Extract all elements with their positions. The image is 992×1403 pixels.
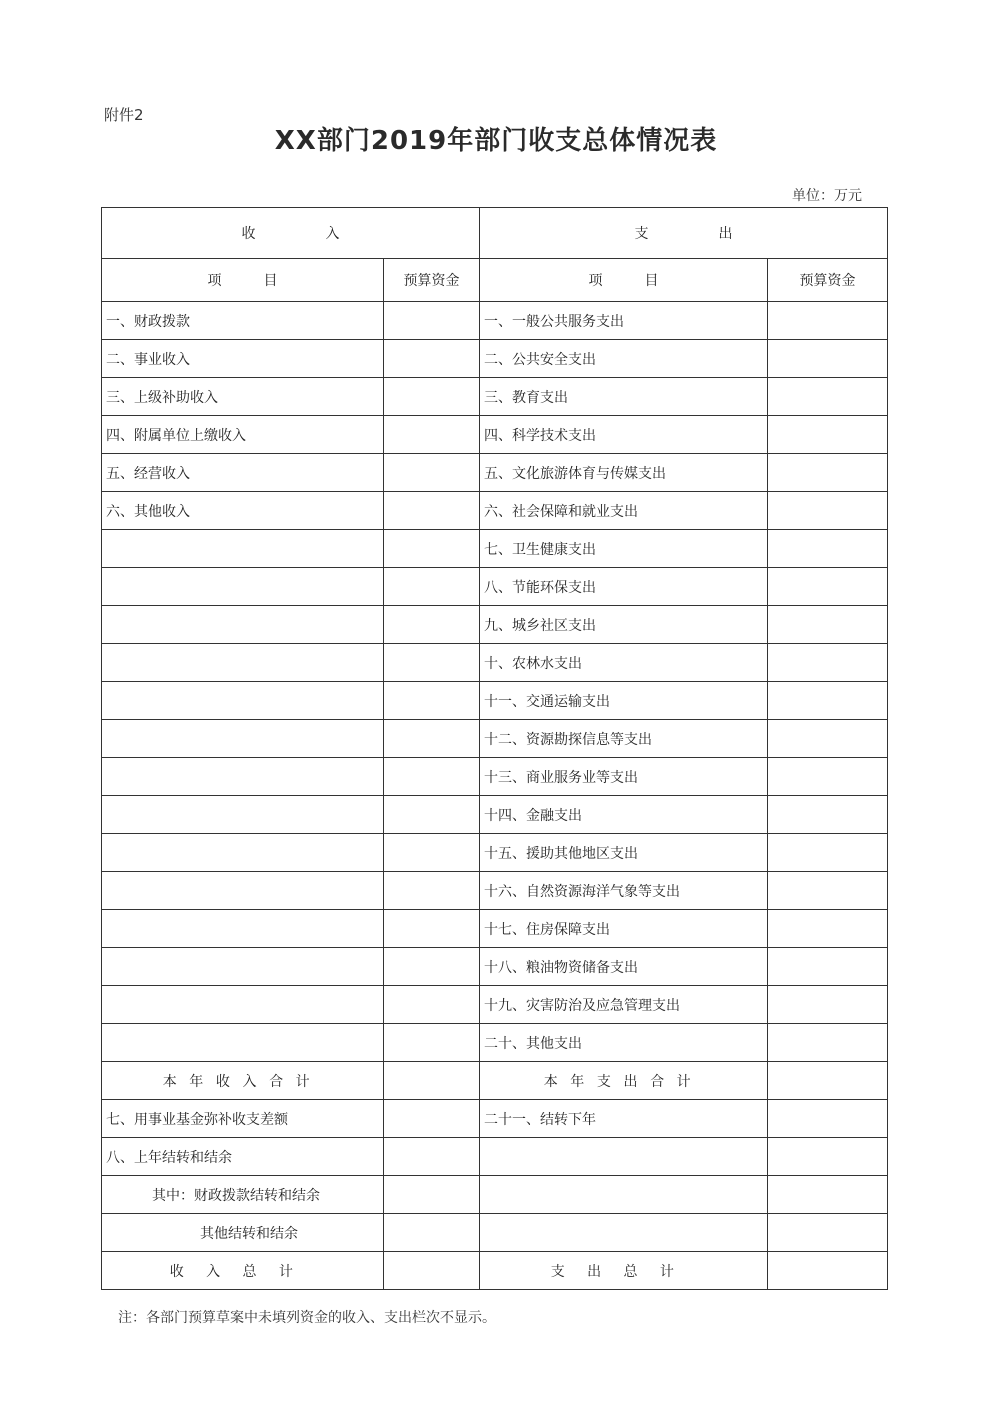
expense-budget-cell bbox=[768, 1214, 888, 1252]
table-row bbox=[102, 530, 888, 568]
income-item-cell: 五、经营收入 bbox=[102, 454, 384, 492]
column-header-row bbox=[102, 259, 888, 302]
income-budget-cell bbox=[384, 682, 480, 720]
income-item-cell bbox=[102, 644, 384, 682]
income-budget-cell bbox=[384, 1062, 480, 1100]
income-budget-cell bbox=[384, 796, 480, 834]
expense-budget-header: 预算资金 bbox=[768, 259, 888, 302]
expense-budget-cell bbox=[768, 1024, 888, 1062]
table-row bbox=[102, 1100, 888, 1138]
expense-budget-cell bbox=[768, 682, 888, 720]
income-item-cell bbox=[102, 910, 384, 948]
expense-budget-cell bbox=[768, 1176, 888, 1214]
expense-section-header: 支 出 bbox=[480, 208, 888, 259]
expense-item-cell: 本年支出合计 bbox=[480, 1062, 768, 1100]
expense-budget-cell bbox=[768, 872, 888, 910]
income-item-cell: 八、上年结转和结余 bbox=[102, 1138, 384, 1176]
page-title: XX部门2019年部门收支总体情况表 bbox=[274, 126, 718, 156]
grand-total-row bbox=[102, 1252, 888, 1290]
expense-budget-cell bbox=[768, 530, 888, 568]
income-item-cell: 其他结转和结余 bbox=[102, 1214, 384, 1252]
income-budget-cell bbox=[384, 986, 480, 1024]
expense-item-cell: 三、教育支出 bbox=[480, 378, 768, 416]
expense-item-cell: 四、科学技术支出 bbox=[480, 416, 768, 454]
expense-budget-cell bbox=[768, 834, 888, 872]
expense-item-cell: 一、一般公共服务支出 bbox=[480, 302, 768, 340]
table-row bbox=[102, 454, 888, 492]
income-item-cell bbox=[102, 758, 384, 796]
expense-budget-cell bbox=[768, 1138, 888, 1176]
expense-budget-cell bbox=[768, 1252, 888, 1290]
year-total-row bbox=[102, 1062, 888, 1100]
expense-budget-cell bbox=[768, 568, 888, 606]
expense-budget-cell bbox=[768, 948, 888, 986]
table-row bbox=[102, 302, 888, 340]
income-budget-cell bbox=[384, 568, 480, 606]
table-row bbox=[102, 986, 888, 1024]
income-budget-cell bbox=[384, 378, 480, 416]
table-row bbox=[102, 340, 888, 378]
income-budget-cell bbox=[384, 492, 480, 530]
income-budget-cell bbox=[384, 948, 480, 986]
income-item-cell bbox=[102, 606, 384, 644]
expense-budget-cell bbox=[768, 606, 888, 644]
income-budget-cell bbox=[384, 302, 480, 340]
expense-budget-cell bbox=[768, 416, 888, 454]
expense-budget-cell bbox=[768, 910, 888, 948]
expense-budget-cell bbox=[768, 340, 888, 378]
table-row bbox=[102, 758, 888, 796]
income-item-cell bbox=[102, 948, 384, 986]
income-item-cell: 一、财政拨款 bbox=[102, 302, 384, 340]
table-row bbox=[102, 1176, 888, 1214]
table-row bbox=[102, 910, 888, 948]
table-row bbox=[102, 682, 888, 720]
expense-budget-cell bbox=[768, 302, 888, 340]
table-row bbox=[102, 568, 888, 606]
table-row bbox=[102, 1138, 888, 1176]
income-item-cell: 本年收入合计 bbox=[102, 1062, 384, 1100]
expense-item-cell: 十七、住房保障支出 bbox=[480, 910, 768, 948]
section-header-row bbox=[102, 208, 888, 259]
expense-item-cell: 九、城乡社区支出 bbox=[480, 606, 768, 644]
income-budget-cell bbox=[384, 1100, 480, 1138]
table-row bbox=[102, 644, 888, 682]
income-item-cell bbox=[102, 1024, 384, 1062]
table-row bbox=[102, 796, 888, 834]
expense-item-cell: 二十、其他支出 bbox=[480, 1024, 768, 1062]
income-budget-cell bbox=[384, 1024, 480, 1062]
income-budget-cell bbox=[384, 758, 480, 796]
income-budget-cell bbox=[384, 720, 480, 758]
expense-budget-cell bbox=[768, 796, 888, 834]
income-budget-cell bbox=[384, 606, 480, 644]
income-budget-cell bbox=[384, 340, 480, 378]
table-row bbox=[102, 492, 888, 530]
table-row bbox=[102, 1214, 888, 1252]
income-item-cell bbox=[102, 568, 384, 606]
expense-item-cell: 支出总计 bbox=[480, 1252, 768, 1290]
expense-item-cell: 十五、援助其他地区支出 bbox=[480, 834, 768, 872]
expense-item-cell bbox=[480, 1176, 768, 1214]
budget-table bbox=[101, 207, 888, 1290]
income-item-cell bbox=[102, 796, 384, 834]
table-row bbox=[102, 378, 888, 416]
expense-item-cell bbox=[480, 1214, 768, 1252]
income-item-cell bbox=[102, 530, 384, 568]
income-item-cell: 收入总计 bbox=[102, 1252, 384, 1290]
income-item-header: 项 目 bbox=[102, 259, 384, 302]
income-budget-cell bbox=[384, 530, 480, 568]
income-budget-cell bbox=[384, 644, 480, 682]
income-item-cell: 其中：财政拨款结转和结余 bbox=[102, 1176, 384, 1214]
expense-item-cell: 十九、灾害防治及应急管理支出 bbox=[480, 986, 768, 1024]
expense-budget-cell bbox=[768, 986, 888, 1024]
table-row bbox=[102, 720, 888, 758]
expense-item-cell: 十三、商业服务业等支出 bbox=[480, 758, 768, 796]
expense-budget-cell bbox=[768, 758, 888, 796]
expense-budget-cell bbox=[768, 720, 888, 758]
income-item-cell bbox=[102, 872, 384, 910]
income-budget-cell bbox=[384, 1214, 480, 1252]
table-row bbox=[102, 948, 888, 986]
income-item-cell bbox=[102, 682, 384, 720]
expense-item-header: 项 目 bbox=[480, 259, 768, 302]
expense-item-cell: 二十一、结转下年 bbox=[480, 1100, 768, 1138]
table-row bbox=[102, 606, 888, 644]
table-row bbox=[102, 834, 888, 872]
table-row bbox=[102, 872, 888, 910]
income-item-cell: 二、事业收入 bbox=[102, 340, 384, 378]
expense-budget-cell bbox=[768, 1100, 888, 1138]
income-item-cell: 四、附属单位上缴收入 bbox=[102, 416, 384, 454]
income-budget-cell bbox=[384, 910, 480, 948]
expense-budget-cell bbox=[768, 644, 888, 682]
footnote: 注：各部门预算草案中未填列资金的收入、支出栏次不显示。 bbox=[118, 1310, 496, 1326]
expense-item-cell: 六、社会保障和就业支出 bbox=[480, 492, 768, 530]
table-row bbox=[102, 416, 888, 454]
income-item-cell bbox=[102, 834, 384, 872]
income-item-cell bbox=[102, 720, 384, 758]
expense-item-cell: 二、公共安全支出 bbox=[480, 340, 768, 378]
expense-item-cell: 五、文化旅游体育与传媒支出 bbox=[480, 454, 768, 492]
expense-item-cell: 十二、资源勘探信息等支出 bbox=[480, 720, 768, 758]
income-item-cell: 七、用事业基金弥补收支差额 bbox=[102, 1100, 384, 1138]
income-section-header: 收 入 bbox=[102, 208, 480, 259]
unit-label: 单位：万元 bbox=[792, 188, 862, 204]
income-budget-header: 预算资金 bbox=[384, 259, 480, 302]
expense-item-cell: 十四、金融支出 bbox=[480, 796, 768, 834]
income-budget-cell bbox=[384, 1138, 480, 1176]
income-budget-cell bbox=[384, 872, 480, 910]
income-budget-cell bbox=[384, 1252, 480, 1290]
expense-item-cell: 七、卫生健康支出 bbox=[480, 530, 768, 568]
expense-budget-cell bbox=[768, 378, 888, 416]
expense-item-cell: 十六、自然资源海洋气象等支出 bbox=[480, 872, 768, 910]
expense-item-cell: 十八、粮油物资储备支出 bbox=[480, 948, 768, 986]
attachment-label: 附件2 bbox=[104, 106, 144, 124]
income-item-cell: 六、其他收入 bbox=[102, 492, 384, 530]
expense-item-cell bbox=[480, 1138, 768, 1176]
expense-item-cell: 十一、交通运输支出 bbox=[480, 682, 768, 720]
income-budget-cell bbox=[384, 1176, 480, 1214]
income-item-cell: 三、上级补助收入 bbox=[102, 378, 384, 416]
income-budget-cell bbox=[384, 454, 480, 492]
income-budget-cell bbox=[384, 834, 480, 872]
expense-budget-cell bbox=[768, 492, 888, 530]
income-budget-cell bbox=[384, 416, 480, 454]
expense-item-cell: 十、农林水支出 bbox=[480, 644, 768, 682]
table-row bbox=[102, 1024, 888, 1062]
expense-budget-cell bbox=[768, 454, 888, 492]
income-item-cell bbox=[102, 986, 384, 1024]
expense-item-cell: 八、节能环保支出 bbox=[480, 568, 768, 606]
expense-budget-cell bbox=[768, 1062, 888, 1100]
